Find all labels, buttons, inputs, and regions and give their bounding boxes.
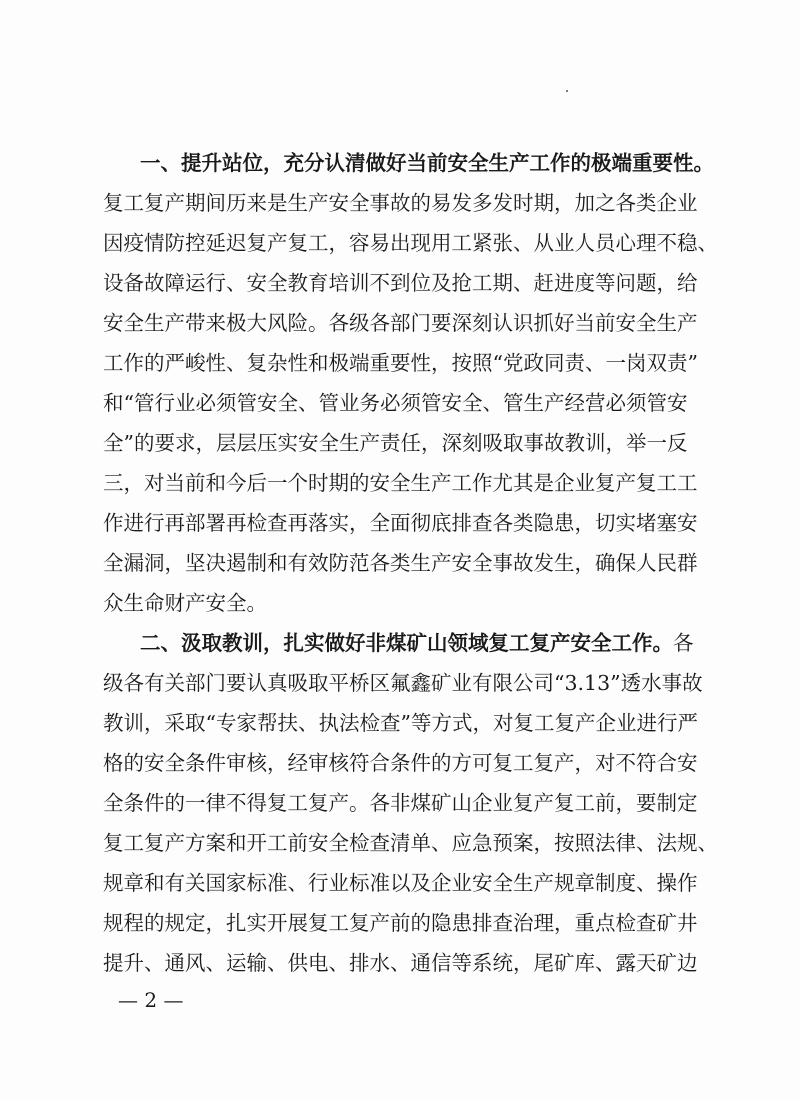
- text-line: [103, 943, 698, 983]
- section-heading: 二、汲取教训，扎实做好非煤矿山领域复工复产安全工作。: [140, 631, 673, 655]
- body-text: 全漏洞，坚决遏制和有效防范各类生产安全事故发生，确保人民群: [103, 551, 698, 575]
- body-text: 各: [673, 631, 694, 655]
- text-line: [103, 543, 698, 583]
- body-text: 全”的要求，层层压实安全生产责任，深刻吸取事故教训，举一反: [103, 431, 688, 455]
- body-text: 复工复产方案和开工前安全检查清单、应急预案，按照法律、法规、: [103, 831, 718, 855]
- body-text: 众生命财产安全。: [103, 591, 267, 615]
- text-line: [103, 903, 698, 943]
- scan-speck: [566, 90, 568, 92]
- page-number: — 2 —: [118, 988, 184, 1012]
- body-text: 安全生产带来极大风险。各级各部门要深刻认识抓好当前安全生产: [103, 311, 698, 335]
- body-text: 格的安全条件审核，经审核符合条件的方可复工复产，对不符合安: [103, 751, 698, 775]
- text-line: [103, 343, 698, 383]
- body-text: 规程的规定，扎实开展复工复产前的隐患排查治理，重点检查矿井: [103, 911, 698, 935]
- text-line: [103, 823, 718, 863]
- text-line: [103, 223, 718, 263]
- text-line: [103, 703, 698, 743]
- body-text: 工作的严峻性、复杂性和极端重要性，按照“党政同责、一岗双责”: [103, 351, 698, 375]
- body-text: 级各有关部门要认真吸取平桥区氟鑫矿业有限公司“3.13”透水事故: [103, 671, 703, 695]
- text-line: [103, 663, 703, 703]
- text-line: [103, 783, 698, 823]
- text-line: [103, 183, 698, 223]
- body-text: 因疫情防控延迟复产复工，容易出现用工紧张、从业人员心理不稳、: [103, 231, 718, 255]
- section-heading: 一、提升站位，充分认清做好当前安全生产工作的极端重要性。: [140, 151, 714, 175]
- text-line: [103, 503, 698, 543]
- body-text: 设备故障运行、安全教育培训不到位及抢工期、赶进度等问题，给: [103, 271, 698, 295]
- body-text: 三，对当前和今后一个时期的安全生产工作尤其是企业复产复工工: [103, 471, 698, 495]
- text-line: [140, 143, 720, 183]
- body-text: 复工复产期间历来是生产安全事故的易发多发时期，加之各类企业: [103, 191, 698, 215]
- body-text: 作进行再部署再检查再落实，全面彻底排查各类隐患，切实堵塞安: [103, 511, 698, 535]
- text-line: [103, 863, 698, 903]
- text-line: [103, 263, 698, 303]
- text-line: [103, 463, 698, 503]
- body-text: 规章和有关国家标准、行业标准以及企业安全生产规章制度、操作: [103, 871, 698, 895]
- text-line: [103, 423, 688, 463]
- text-line: [140, 623, 720, 663]
- body-text: 提升、通风、运输、供电、排水、通信等系统，尾矿库、露天矿边: [103, 951, 698, 975]
- body-text: 和“管行业必须管安全、管业务必须管安全、管生产经营必须管安: [103, 391, 688, 415]
- text-line: [103, 383, 688, 423]
- text-line: [103, 583, 683, 623]
- body-text: 全条件的一律不得复工复产。各非煤矿山企业复产复工前，要制定: [103, 791, 698, 815]
- text-line: [103, 303, 698, 343]
- text-line: [103, 743, 698, 783]
- body-text: 教训，采取“专家帮扶、执法检查”等方式，对复工复产企业进行严: [103, 711, 698, 735]
